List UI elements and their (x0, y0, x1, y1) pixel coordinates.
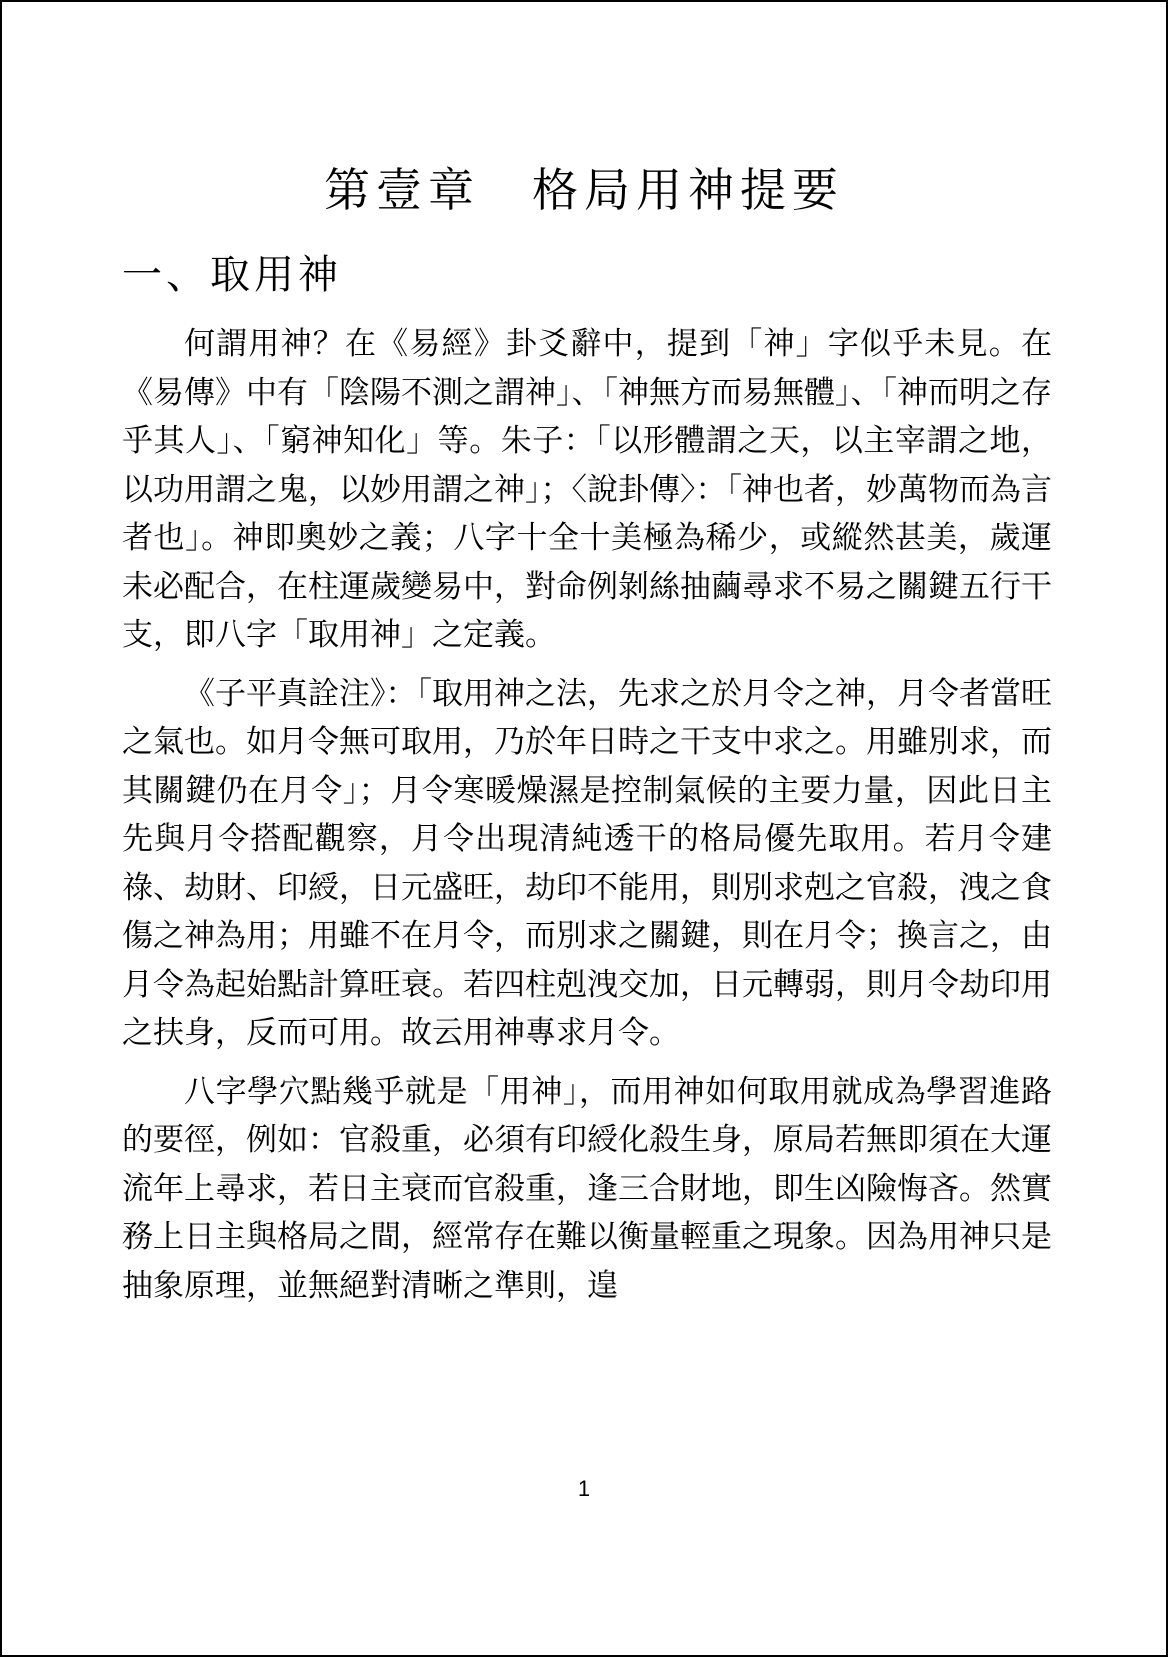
body-text (122, 320, 1052, 1320)
page-number: 1 (577, 1476, 591, 1501)
paragraph: 《子平真詮注》：「取用神之法，先求之於月令之神，月令者當旺之氣也。如月令無可取用，乃於年日時之干支中求之。用雖別求，而其關鍵仍在月令」；月令寒暖燥濕是控制氣候的主要力量，因此日主先與月令搭配觀察，月令出現清純透干的格局優先取用。若月令建祿、劫財、印綬，日元盛旺，劫印不能用，則別求剋之官殺，洩之食傷之神為用；用雖不在月令，而別求之關鍵，則在月令；換言之，由月令為起始點計算旺衰。若四柱剋洩交加，日元轉弱，則月令劫印用之扶身，反而可用。故云用神專求月令。 (122, 675, 1052, 1051)
section-heading: 一、取用神 (122, 252, 342, 298)
paragraph: 八字學穴點幾乎就是「用神」，而用神如何取用就成為學習進路的要徑，例如：官殺重，必須有印綬化殺生身，原局若無即須在大運流年上尋求，若日主衰而官殺重，逢三合財地，即生凶險悔吝。然實務上日主與格局之間，經常存在難以衡量輕重之現象。因為用神只是抽象原理，並無絕對清晰之準則，遑 (122, 1073, 1052, 1304)
paragraph: 何謂用神？在《易經》卦爻辭中，提到「神」字似乎未見。在《易傳》中有「陰陽不測之謂神」、「神無方而易無體」、「神而明之存乎其人」、「窮神知化」等。朱子：「以形體謂之天，以主宰謂之地，以功用謂之鬼，以妙用謂之神」；〈說卦傳〉：「神也者，妙萬物而為言者也」。神即奧妙之義；八字十全十美極為稀少，或縱然甚美，歲運未必配合，在柱運歲變易中，對命例剝絲抽繭尋求不易之關鍵五行干支，即八字「取用神」之定義。 (122, 326, 1052, 653)
chapter-title: 第壹章 格局用神提要 (324, 163, 844, 217)
